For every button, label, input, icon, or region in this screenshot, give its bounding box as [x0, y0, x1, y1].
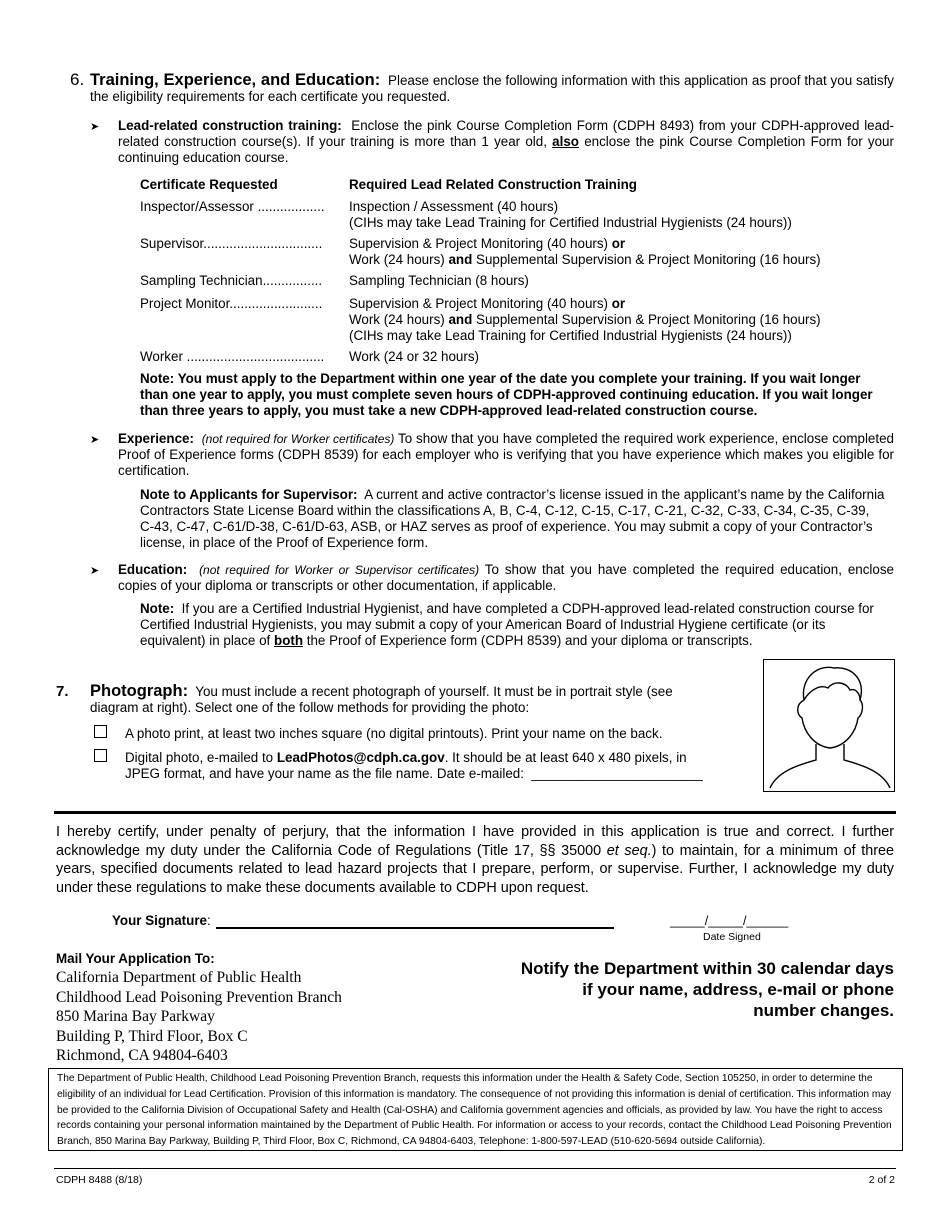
training-cell: Supervision & Project Monitoring (40 hours) — [349, 236, 609, 251]
address-line: Building P, Third Floor, Box C — [56, 1027, 248, 1045]
digital-photo-text-a: Digital photo, e-mailed to — [125, 750, 274, 765]
training-also: also — [552, 134, 579, 149]
training-cell: Work (24 hours) — [349, 252, 445, 267]
certification-et-seq: et seq. — [606, 842, 652, 859]
experience-paragraph — [118, 431, 894, 479]
digital-photo-text-c: JPEG format, and have your name as the file name. Date e-mailed: — [125, 766, 524, 781]
photo-print-option: A photo print, at least two inches square (no digital printouts). Print your name on the back. — [125, 726, 663, 741]
section-6-intro: Please enclose the following information with this application as proof that you satisfy the eligibility requirements for each certificate you requested. — [90, 73, 894, 104]
form-id: CDPH 8488 (8/18) — [56, 1174, 143, 1186]
education-note — [140, 601, 890, 649]
training-cell: Supplemental Supervision & Project Monitoring (16 hours) — [476, 312, 821, 327]
digital-photo-checkbox[interactable] — [94, 749, 107, 762]
and-text: and — [448, 312, 473, 327]
bullet-arrow-icon: ➤ — [90, 565, 100, 577]
experience-label: Experience: — [118, 431, 194, 446]
person-silhouette-icon — [764, 660, 893, 790]
or-text: or — [611, 296, 626, 311]
address-line: 850 Marina Bay Parkway — [56, 1008, 215, 1025]
section-7-title: Photograph: — [90, 682, 189, 700]
section-7-intro-block — [90, 683, 720, 716]
training-label: Lead-related construction training: — [118, 118, 342, 133]
training-text-1: Enclose the pink Course Completion Form (CDPH 8493) from your CDPH-approved lead-related construction course(s). If your training is more than 1 year old, — [118, 118, 894, 149]
cert-cell: Supervisor................................ — [140, 236, 323, 251]
education-note-text-2: the Proof of Experience form (CDPH 8539) and your diploma or transcripts. — [306, 633, 753, 648]
training-cell: (CIHs may take Lead Training for Certified Industrial Hygienists (24 hours)) — [349, 215, 792, 230]
notify-notice: Notify the Department within 30 calendar days if your name, address, e-mail or phone number changes. — [520, 959, 894, 1020]
or-text: or — [611, 236, 626, 251]
section-6-intro-block — [90, 72, 894, 105]
education-note-label: Note: — [140, 601, 175, 616]
cert-cell: Sampling Technician................ — [140, 273, 323, 288]
education-text: To show that you have completed the required education, enclose copies of your diploma or transcripts or other documentation, if applicable. — [118, 562, 894, 593]
experience-text: To show that you have completed the required work experience, enclose completed Proof of Experience forms (CDPH 8539) for each employer who is verifying that you have experience which makes you eligible for certification. — [118, 431, 894, 478]
cert-cell: Inspector/Assessor .................. — [140, 199, 325, 214]
date-emailed-field[interactable]: _______________________ — [531, 766, 703, 781]
header-certificate: Certificate Requested — [140, 177, 278, 192]
supervisor-note-label: Note to Applicants for Supervisor: — [140, 487, 358, 502]
training-table — [140, 177, 900, 422]
section-6-number: 6. — [70, 70, 85, 89]
portrait-diagram — [763, 659, 895, 792]
supervisor-note — [140, 487, 885, 551]
supervisor-note-text: A current and active contractor’s license issued in the applicant’s name by the California Contractors State License Board within the classifications A, B, C-4, C-12, C-15, C-17, C-21, C-32, C-33, C-34, C-35, C-39, C-43, C-47, C-61/D-38, C-61/D-63, ASB, or HAZ serves as proof of experience. You may submit a copy of your Contractor’s license, in place of the Proof of Experience form. — [140, 487, 885, 550]
date-signed-field[interactable]: _____/_____/______ — [670, 914, 789, 928]
training-cell: Inspection / Assessment (40 hours) — [349, 199, 559, 214]
signature-line[interactable] — [216, 927, 614, 929]
cert-cell: Project Monitor......................... — [140, 296, 323, 311]
training-text-2: enclose the pink Course Completion Form for your continuing education course. — [118, 134, 894, 165]
bullet-arrow-icon: ➤ — [90, 121, 100, 133]
education-qualifier: (not required for Worker or Supervisor certificates) — [199, 563, 480, 577]
page-number: 2 of 2 — [868, 1174, 895, 1186]
section-divider — [54, 811, 896, 814]
training-paragraph — [118, 118, 894, 166]
and-text: and — [448, 252, 473, 267]
signature-label — [112, 913, 211, 929]
training-note: Note: You must apply to the Department within one year of the date you complete your training. If you wait longer than one year to apply, you must complete seven hours of CDPH-approved continuing education. If you wait longer than three years to apply, you must take a new CDPH-approved lead-related construction course. — [140, 371, 873, 418]
education-paragraph — [118, 562, 894, 594]
photo-email-link[interactable]: LeadPhotos@cdph.ca.gov — [276, 750, 445, 765]
certification-text-1: I hereby certify, under penalty of perjury, that the information I have provided in this application is true and correct. I further acknowledge my duty under the California Code of Regulations (Title 17, §§ 35000 — [56, 824, 894, 859]
cert-cell: Worker ..................................... — [140, 349, 325, 364]
signature-label-text: Your Signature — [112, 913, 207, 928]
signature-colon: : — [206, 913, 211, 928]
section-7-intro: You must include a recent photograph of yourself. It must be in portrait style (see diagram at right). Select one of the follow methods for providing the photo: — [90, 684, 673, 715]
footer-rule — [54, 1168, 896, 1169]
address-line: Childhood Lead Poisoning Prevention Branch — [56, 988, 342, 1006]
digital-photo-text-b: . It should be at least 640 x 480 pixels, in — [444, 750, 687, 765]
photo-print-checkbox[interactable] — [94, 725, 107, 738]
section-7-number: 7. — [56, 683, 69, 700]
privacy-notice — [48, 1068, 903, 1151]
training-cell: Supplemental Supervision & Project Monitoring (16 hours) — [476, 252, 821, 267]
education-note-both: both — [274, 633, 304, 648]
section-6-title: Training, Experience, and Education: — [90, 71, 381, 89]
date-signed-label: Date Signed — [703, 931, 761, 943]
training-cell: Work (24 or 32 hours) — [349, 349, 479, 364]
mail-address — [56, 968, 436, 1066]
certification-text-2: ) to maintain, for a minimum of three years, specified documents related to lead hazard projects that I prepare, perform, or supervise. Further, I acknowledge my duty under these regulations to make these documents available to CDPH upon request. — [56, 842, 895, 896]
certification-statement — [56, 823, 894, 897]
digital-photo-option — [125, 750, 735, 782]
privacy-text: The Department of Public Health, Childhood Lead Poisoning Prevention Branch, requests this information under the Health & Safety Code, Section 105250, in order to determine the eligibility of an individual for Lead Certification. Provision of this information is mandatory. The consequence of not providing this information is denial of certification. This information may be provided to the California Division of Occupational Safety and Health (Cal-OSHA) and California government agencies and officials, as provided by law. You have the right to access records containing your personal information maintained by the Department of Public Health. For information or access to your records, contact the Childhood Lead Poisoning Prevention Branch, 850 Marina Bay Parkway, Building P, Third Floor, Box C, Richmond, CA 94804-6403, Telephone: 1-800-597-LEAD (510-620-5694 outside California). — [57, 1073, 892, 1148]
training-cell: Sampling Technician (8 hours) — [349, 273, 529, 288]
training-cell: Supervision & Project Monitoring (40 hours) — [349, 296, 609, 311]
address-line: California Department of Public Health — [56, 969, 302, 986]
training-cell: Work (24 hours) — [349, 312, 445, 327]
header-training: Required Lead Related Construction Training — [349, 177, 637, 192]
training-cell: (CIHs may take Lead Training for Certified Industrial Hygienists (24 hours)) — [349, 328, 792, 343]
education-note-text-1: If you are a Certified Industrial Hygienist, and have completed a CDPH-approved lead-related construction course for Certified Industrial Hygienists, you may submit a copy of your American Board of Industrial Hygiene certificate (or its equivalent) in place of — [140, 601, 874, 648]
experience-qualifier: (not required for Worker certificates) — [201, 432, 395, 446]
section-6 — [70, 72, 900, 102]
education-label: Education: — [118, 562, 188, 577]
bullet-arrow-icon: ➤ — [90, 434, 100, 446]
address-line: Richmond, CA 94804-6403 — [56, 1047, 228, 1064]
mail-heading: Mail Your Application To: — [56, 951, 215, 966]
